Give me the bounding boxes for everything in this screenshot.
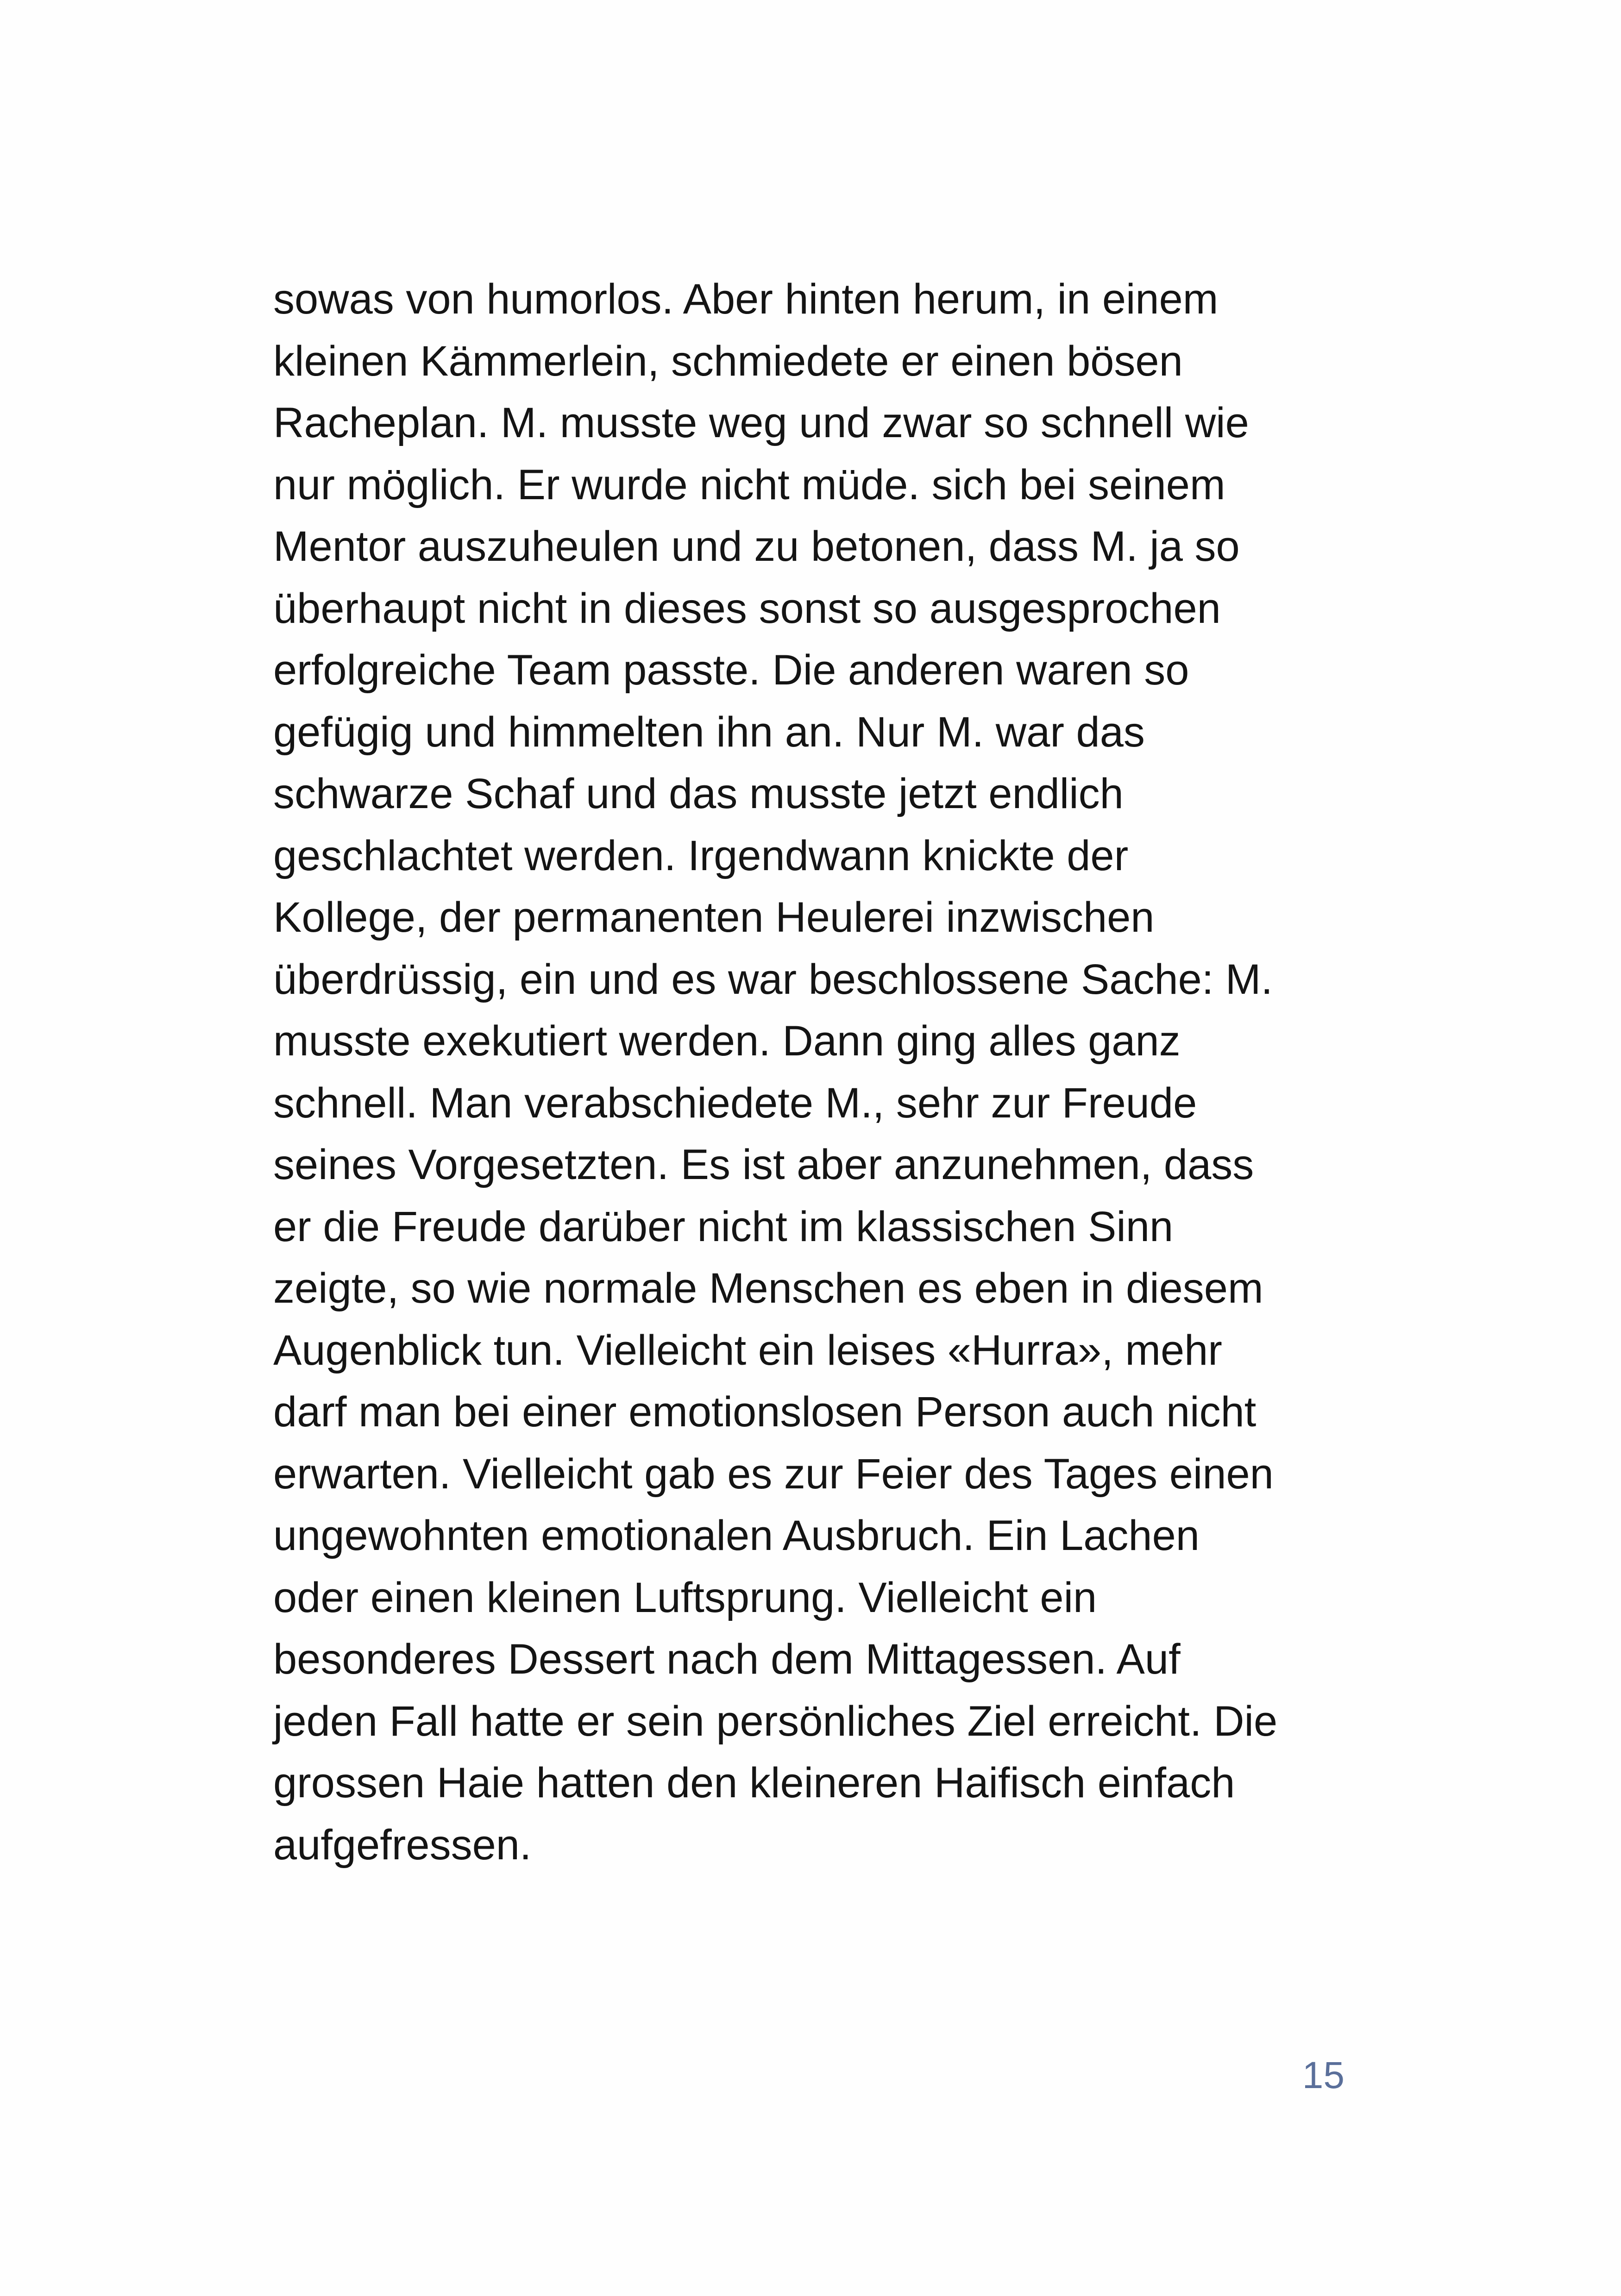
text-line: ungewohnten emotionalen Ausbruch. Ein Lachen (273, 1512, 1200, 1559)
text-line: nur möglich. Er wurde nicht müde. sich bei seinem (273, 461, 1225, 508)
text-line: kleinen Kämmerlein, schmiedete er einen bösen (273, 337, 1183, 385)
text-line: erfolgreiche Team passte. Die anderen waren so (273, 646, 1189, 694)
text-line: erwarten. Vielleicht gab es zur Feier des Tages einen (273, 1450, 1274, 1498)
body-text (273, 269, 1385, 1876)
text-line: sowas von humorlos. Aber hinten herum, in einem (273, 276, 1219, 323)
text-line: schnell. Man verabschiedete M., sehr zur Freude (273, 1079, 1197, 1127)
text-line: darf man bei einer emotionslosen Person auch nicht (273, 1388, 1257, 1436)
text-line: Racheplan. M. musste weg und zwar so schnell wie (273, 399, 1249, 446)
text-line: jeden Fall hatte er sein persönliches Ziel erreicht. Die (273, 1697, 1278, 1745)
text-line: oder einen kleinen Luftsprung. Vielleicht ein (273, 1574, 1097, 1621)
text-line: seines Vorgesetzten. Es ist aber anzunehmen, dass (273, 1141, 1254, 1188)
page-number: 15 (1302, 2054, 1345, 2096)
text-line: geschlachtet werden. Irgendwann knickte der (273, 832, 1129, 879)
text-line: gefügig und himmelten ihn an. Nur M. war das (273, 708, 1145, 756)
text-line: er die Freude darüber nicht im klassischen Sinn (273, 1203, 1174, 1250)
text-line: überdrüssig, ein und es war beschlossene Sache: M. (273, 955, 1273, 1003)
text-line: Kollege, der permanenten Heulerei inzwischen (273, 894, 1155, 941)
text-line: schwarze Schaf und das musste jetzt endlich (273, 770, 1124, 817)
text-line: Augenblick tun. Vielleicht ein leises «Hurra», mehr (273, 1326, 1222, 1374)
text-line: Mentor auszuheulen und zu betonen, dass M. ja so (273, 523, 1240, 570)
text-line: musste exekutiert werden. Dann ging alles ganz (273, 1017, 1181, 1065)
text-line: zeigte, so wie normale Menschen es eben in diesem (273, 1265, 1263, 1312)
text-line: überhaupt nicht in dieses sonst so ausgesprochen (273, 584, 1221, 632)
text-line: aufgefressen. (273, 1821, 532, 1869)
text-line: grossen Haie hatten den kleineren Haifisch einfach (273, 1759, 1235, 1807)
text-line: besonderes Dessert nach dem Mittagessen. Auf (273, 1636, 1181, 1683)
